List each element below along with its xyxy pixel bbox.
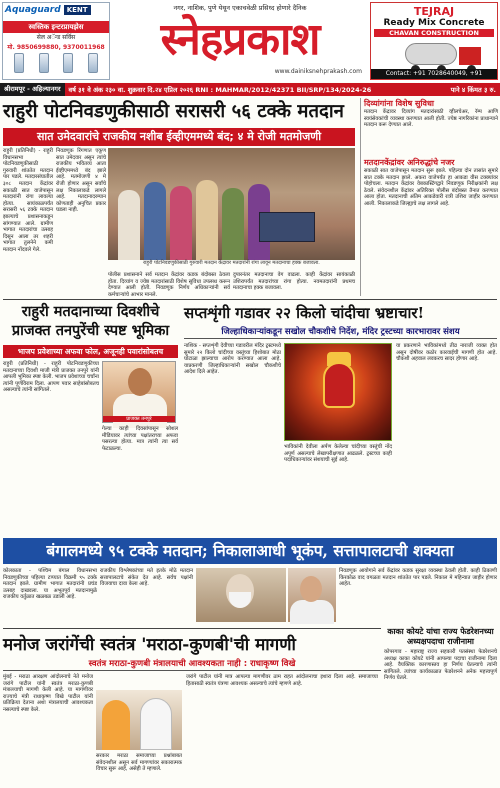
tanpure-body-col-2: गेल्या काही दिवसांपासून सोशल मीडियावर त्यांच्या पक्षांतराच्या अफवा पसरल्या होत्या. मात्र त्यांनी त्या सर्व फेटाळल्या. — [102, 426, 178, 452]
saptashrungi-subheadline: जिल्हाधिकाऱ्यांकडून सखोल चौकशीचे निर्देश, मंदिर ट्रस्टच्या कारभारावर संशय — [184, 325, 497, 339]
koyte-headline[interactable]: काका कोयटे यांचा राज्य फेडरेशनच्या अध्यक्षपदाचा राजीनामा — [387, 627, 494, 646]
election-sidebar — [360, 98, 498, 296]
tanpure-portrait — [102, 361, 176, 423]
saptashrungi-body-col-2: भाविकांनी देवीला अर्पण केलेल्या चांदीच्या वस्तूंची नोंद अपूर्ण असल्याचे लेखापरीक्षणात आढळले. ट्रस्टच्या काही पदाधिकाऱ्यांवर संशयाची सुई आहे. — [284, 444, 392, 464]
tanpure-subheadline: भाजप प्रवेशाच्या अफवा फोल, अजूनही पवारांसोबतच — [3, 345, 178, 358]
voting-queue-photo — [108, 148, 355, 260]
aquaguard-logo: Aquaguard — [5, 5, 61, 15]
kent-logo: KENT — [64, 5, 91, 15]
edition-place: श्रीरामपूर - अहिल्यानगर — [0, 83, 65, 96]
purifier-icon — [63, 53, 73, 73]
sidebar-body-1: मतदान केंद्रावर दिव्यांग मतदारांसाठी व्हीलचेअर, रॅम्प आणि स्वयंसेवकांची व्यवस्था करण्यात आली होती. ज्येष्ठ नागरिकांना प्राधान्याने मतदान करू देण्यात आले. — [364, 109, 498, 129]
lead-headline[interactable]: राहुरी पोटनिवडणुकीसाठी सरासरी ५६ टक्के मतदान — [3, 101, 344, 122]
saptashrungi-body-col-1: नाशिक - सप्तशृंगी देवीच्या गडावरील मंदिर ट्रस्टमध्ये सुमारे २२ किलो चांदीच्या वस्तूंच्या हिशोबात मोठा घोटाळा झाल्याचा आरोप करण्यात आला आहे. याप्रकरणी जिल्हाधिकाऱ्यांनी सखोल चौकशीचे आदेश दिले आहेत. — [184, 343, 281, 376]
concrete-ad[interactable] — [370, 2, 498, 80]
sidebar-heading-2[interactable]: मतदानकेंद्रांवर अनिरुद्धांचे नजर — [364, 158, 455, 167]
section-divider — [3, 299, 497, 300]
jarange-body-col-1: मुंबई - मराठा आरक्षण आंदोलनाचे नेते मनोज जरांगे पाटील यांनी स्वतंत्र मराठा-कुणबी मंत्रालयाची मागणी केली आहे. या मागणीवर राज्याचे मंत्री राधाकृष्ण विखे पाटील यांनी प्रतिक्रिया देताना अशा मंत्रालयाची आवश्यकता नसल्याचे स्पष्ट केले. — [3, 674, 93, 713]
purifier-icon — [39, 53, 49, 73]
section-divider — [3, 628, 381, 629]
lead-body-col-2: निवडणूक रिंगणात एकूण सात उमेदवार असून त्यांचे राजकीय भवितव्य आता ईव्हीएममध्ये बंद झाले आहे. मतमोजणी ४ मे रोजी होणार असून सर्वांचे लक्ष निकालाकडे लागले आहे. मतदानादरम्यान कोणताही अनुचित प्रकार घडला नाही. — [56, 148, 106, 214]
masthead — [0, 0, 500, 82]
lead-subheadline: सात उमेदवारांचे राजकीय नशीब ईव्हीएममध्ये बंद; ४ मे रोजी मतमोजणी — [3, 128, 355, 146]
bengal-body-col-2: राजकीय विश्लेषकांच्या मते इतके मोठे मतदान सत्तापालटाचे संकेत देत आहे. सर्वच पक्षांनी विजयाचा दावा केला आहे. — [100, 568, 193, 588]
jarange-headline[interactable]: मनोज जरांगेंची स्वतंत्र 'मराठा-कुणबी'ची मागणी — [3, 635, 296, 655]
ad-company: CHAVAN CONSTRUCTION — [374, 29, 494, 37]
ad-brand: TEJRAJ — [413, 5, 455, 18]
water-purifier-ad[interactable] — [2, 2, 110, 80]
sidebar-heading-1[interactable]: दिव्यांगांना विशेष सुविधा — [364, 99, 434, 108]
koyte-body: कोपरगाव - महाराष्ट्र राज्य सहकारी पतसंस्था फेडरेशनचे अध्यक्ष काका कोयटे यांनी आपल्या पदाचा राजीनामा दिला आहे. वैयक्तिक कारणास्तव हा निर्णय घेतल्याचे त्यांनी सांगितले. त्यांच्या कार्यकाळात फेडरेशनने अनेक महत्त्वपूर्ण निर्णय घेतले. — [384, 649, 497, 682]
newspaper-title: स्नेहप्रकाश — [160, 14, 320, 65]
issue-details: वर्ष ३१ वे अंक २३० वा. शुक्रवार दि.२४ एप्रिल २०२६ RNI : MAHMAR/2012/42371 BII/SRP/134/2024-26 — [68, 86, 372, 94]
ad-shop-name: स्वस्तिक इन्टरप्रायझेस — [3, 21, 109, 33]
kake-koyte-story — [384, 627, 497, 773]
page-count-price: पाने ४ किंमत ३ रु. — [450, 86, 496, 94]
tanpure-headline[interactable]: राहुरी मतदानाच्या दिवशीचे प्राजक्त तनपुरेंची स्पष्ट भूमिका — [11, 303, 170, 339]
sidebar-body-2: सकाळी सात वाजेपासून मतदान सुरू झाले. पहिल्या दोन तासांत सुमारे सात टक्के मतदान झाले. अकरा वाजेपर्यंत हा आकडा वीस टक्क्यांवर पोहोचला. मतदान केंद्रांवर वेबकास्टिंगद्वारे निवडणूक निरीक्षकांनी लक्ष ठेवले. संवेदनशील केंद्रांवर अतिरिक्त पोलीस बंदोबस्त तैनात करण्यात आला होता. मतदानाची अंतिम आकडेवारी रात्री उशिरा जाहीर करण्यात आली. निकालाकडे जिल्ह्याचे लक्ष लागले आहे. — [364, 168, 498, 207]
ad-phone: मो. 9850699880, 9370011968 — [7, 44, 105, 51]
purifier-images — [3, 51, 109, 75]
lead-body-col-3: पोलीस प्रशासनाने सर्व मतदान केंद्रांवर कडक बंदोबस्त ठेवला होता. दिव्यांग व ज्येष्ठ मतदारांसाठी विशेष सुविधा उपलब्ध करून देण्यात आली होती. निवडणूक निर्णय अधिकाऱ्यांनी सर्व कर्मचाऱ्यांचे आभार मानले. — [108, 272, 230, 298]
purifier-icon — [88, 53, 98, 73]
ad-tagline: सेल अॅन्ड सर्विस — [36, 34, 76, 41]
leader-photo-2 — [288, 568, 336, 622]
jarange-subheadline: स्वतंत्र मराठा-कुणबी मंत्रालयाची आवश्यकता नाही : राधाकृष्ण विखे — [3, 658, 381, 671]
portrait-name-tag: प्राजक्त तनपुरे — [103, 416, 175, 422]
idol-icon — [323, 362, 355, 408]
lead-body-col-1: राहुरी (प्रतिनिधी) - राहुरी विधानसभा पोटनिवडणुकीसाठी गुरुवारी शांततेत मतदान पार पडले. मतदारसंघातील ३०८ मतदान केंद्रांवर सकाळी सात वाजेपासून मतदारांनी रांगा लावल्या होत्या. सायंकाळपर्यंत सरासरी ५६ टक्के मतदान झाल्याचे प्रशासनाकडून सांगण्यात आले. ग्रामीण भागात मतदारांचा उत्साह दिसून आला तर शहरी भागात तुलनेने कमी मतदान नोंदवले गेले. — [3, 148, 53, 253]
goddess-idol-photo — [284, 343, 392, 441]
leader-photo-1 — [196, 568, 286, 622]
edition-cities: नगर, नाशिक, पुणे येथून एकाचवेळी प्रसिध्द होणारे दैनिक — [173, 4, 307, 12]
jarange-body-col-3: जरांगे पाटील यांनी मात्र आपल्या मागणीवर ठाम राहत आंदोलनाचा इशारा दिला आहे. समाजाच्या हितासाठी स्वतंत्र यंत्रणा आवश्यक असल्याचे त्यांचे म्हणणे आहे. — [186, 674, 378, 687]
title-block — [114, 0, 366, 82]
ballot-box-icon — [259, 212, 315, 242]
photo-caption: राहुरी पोटनिवडणुकीसाठी गुरुवारी मतदान केंद्रावर मतदारांनी रांगा लावून मतदानाचा हक्क बजावला. — [143, 260, 320, 266]
jarange-body-col-2: सरकार मराठा समाजाच्या प्रश्नांबाबत संवेदनशील असून सर्व मागण्यांवर सकारात्मक विचार सुरू आहे, असेही ते म्हणाले. — [96, 753, 182, 773]
ad-product: Ready Mix Concrete — [383, 18, 485, 28]
ad-contact: Contact: +91 7028640049, +91 — [371, 69, 497, 79]
bengal-headline[interactable]: बंगालमध्ये ९५ टक्के मतदान; निकालाआधी भूकंप, सत्तापालटाची शक्यता — [3, 538, 497, 564]
jarange-vikhe-photo — [96, 690, 182, 750]
website-link[interactable]: www.dainiksnehprakash.com — [274, 68, 362, 75]
bengal-body-col-3: निवडणूक आयोगाने सर्व केंद्रांवर कडक सुरक्षा व्यवस्था ठेवली होती. काही ठिकाणी किरकोळ वाद वगळता मतदान शांततेत पार पडले. निकाल मे महिन्यात जाहीर होणार आहेत. — [339, 568, 497, 588]
bengal-body-col-1: कोलकाता - पश्चिम बंगाल विधानसभा निवडणुकीच्या पहिल्या टप्प्यात विक्रमी ९५ टक्के मतदान झाले. ग्रामीण भागात मतदारांनी प्रचंड उत्साह दाखवला. या अभूतपूर्व मतदानामुळे राजकीय वर्तुळात खळबळ उडाली आहे. — [3, 568, 97, 601]
lead-body-col-4: दुपारनंतर मतदानाचा वेग वाढला. काही केंद्रांवर सायंकाळी उशिरापर्यंत मतदारांच्या रांगा होत्या. नवमतदारांनी प्रथमच मतदानाचा हक्क बजावला. — [233, 272, 355, 292]
saptashrungi-headline[interactable]: सप्तशृंगी गडावर २२ किलो चांदीचा भ्रष्टाचार! — [184, 304, 425, 322]
tanpure-body-col-1: राहुरी (प्रतिनिधी) - राहुरी पोटनिवडणुकीच्या मतदानाच्या दिवशी माजी मंत्री प्राजक्त तनपुरे यांनी आपली भूमिका स्पष्ट केली. भाजप प्रवेशाच्या चर्चांना त्यांनी पूर्णविराम दिला. आपण पवार साहेबांसोबतच असल्याचे त्यांनी सांगितले. — [3, 361, 99, 394]
dateline-bar — [0, 83, 500, 96]
purifier-icon — [14, 53, 24, 73]
saptashrungi-body-col-3: या प्रकरणाने भाविकांमध्ये तीव्र नाराजी व्यक्त होत असून दोषींवर कठोर कारवाईची मागणी होत आहे. चौकशी अहवाल लवकरच सादर होणार आहे. — [396, 343, 497, 363]
